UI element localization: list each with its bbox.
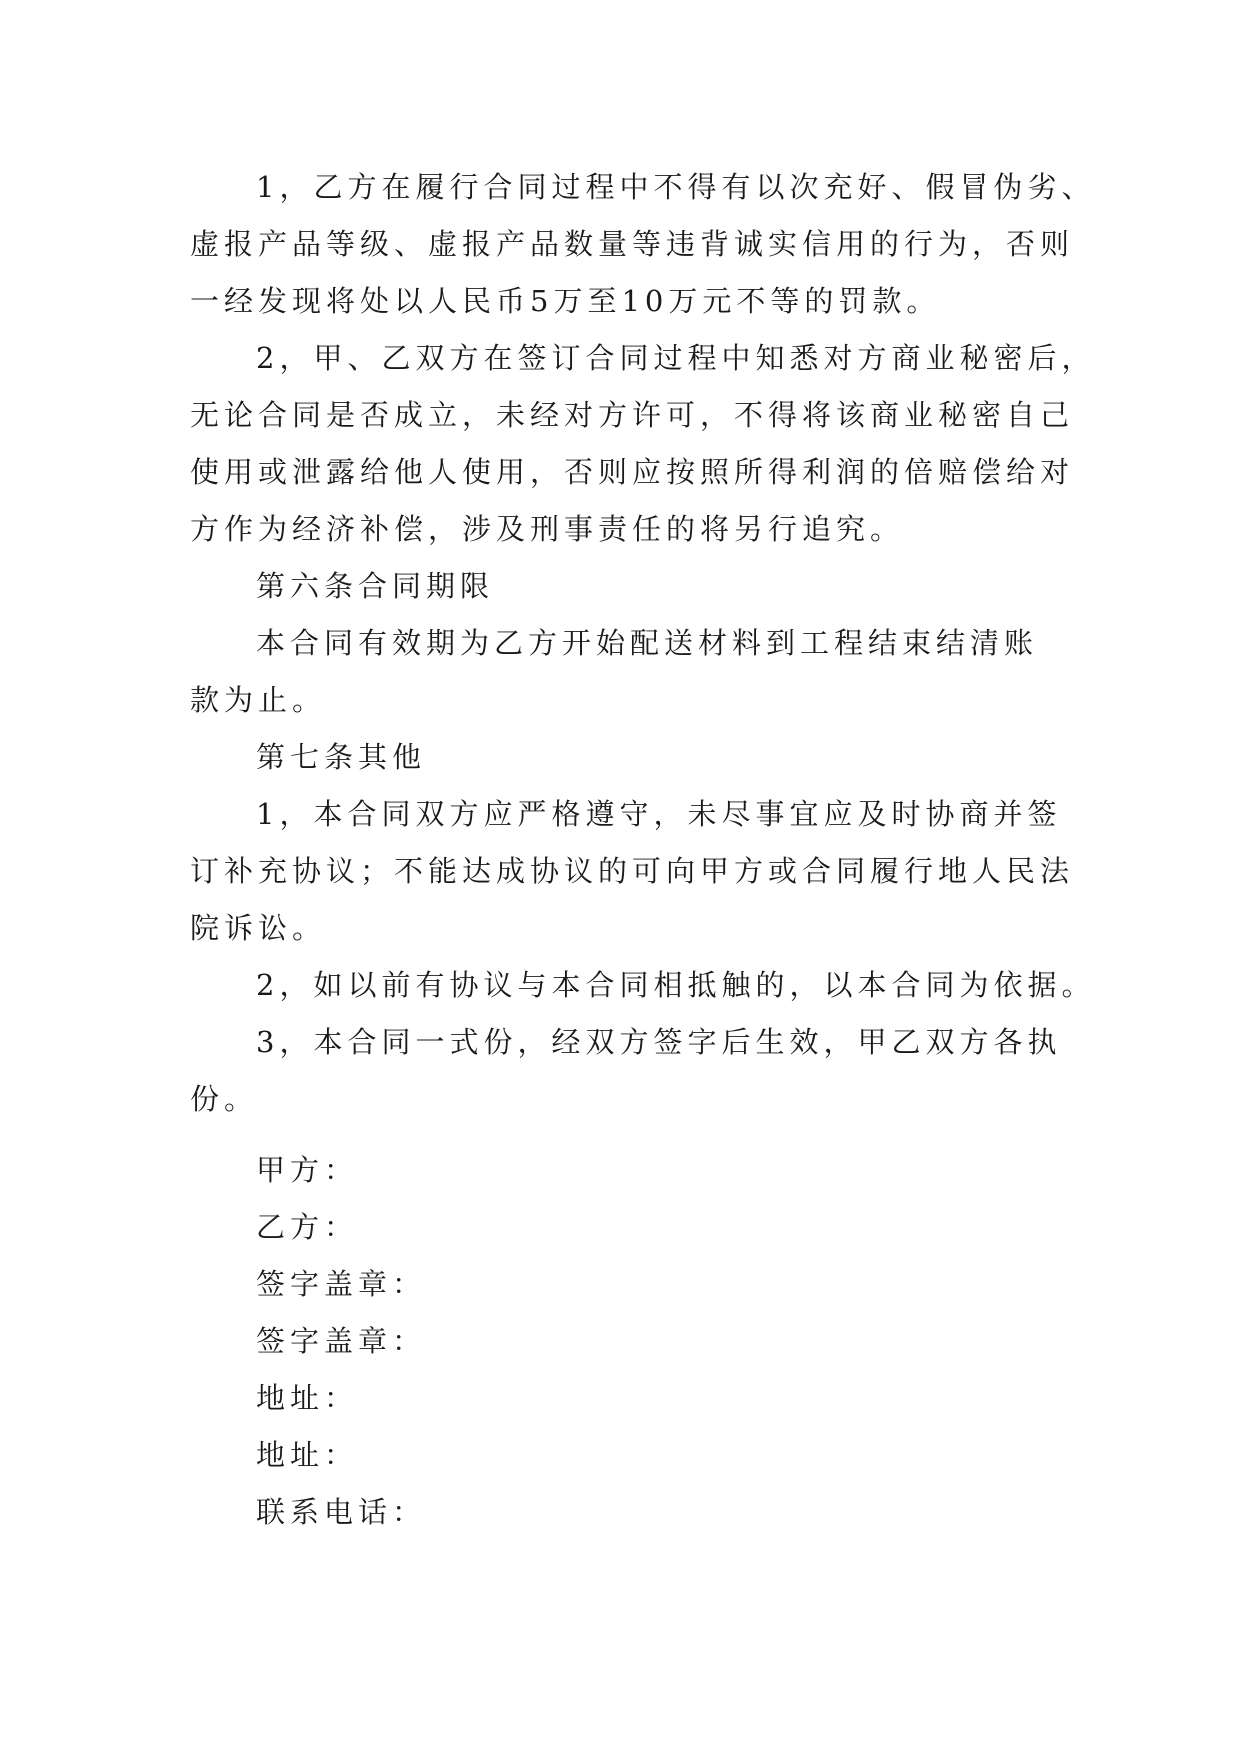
section-heading: 第七条其他 xyxy=(256,740,427,774)
text-line: 虚报产品等级、虚报产品数量等违背诚实信用的行为，否则 xyxy=(190,227,1075,261)
address-label: 地址： xyxy=(256,1438,359,1472)
text-line: 订补充协议；不能达成协议的可向甲方或合同履行地人民法 xyxy=(190,854,1075,888)
text-line: 2，如以前有协议与本合同相抵触的，以本合同为依据。 xyxy=(256,968,1096,1002)
text-line: 2，甲、乙双方在签订合同过程中知悉对方商业秘密后， xyxy=(256,341,1096,375)
text-line: 方作为经济补偿，涉及刑事责任的将另行追究。 xyxy=(190,512,905,546)
signature-label: 签字盖章： xyxy=(256,1267,427,1301)
party-b-label: 乙方： xyxy=(256,1210,359,1244)
party-a-label: 甲方： xyxy=(256,1153,359,1187)
text-line: 一经发现将处以人民币5万至10万元不等的罚款。 xyxy=(190,284,941,318)
text-line: 款为止。 xyxy=(190,683,327,717)
address-label: 地址： xyxy=(256,1381,359,1415)
phone-label: 联系电话： xyxy=(256,1495,427,1529)
section-heading: 第六条合同期限 xyxy=(256,569,495,603)
text-line: 本合同有效期为乙方开始配送材料到工程结束结清账 xyxy=(256,626,1039,660)
text-line: 3，本合同一式份，经双方签字后生效，甲乙双方各执 xyxy=(256,1025,1062,1059)
text-line: 使用或泄露给他人使用，否则应按照所得利润的倍赔偿给对 xyxy=(190,455,1075,489)
text-line: 份。 xyxy=(190,1082,259,1116)
text-line: 1，乙方在履行合同过程中不得有以次充好、假冒伪劣、 xyxy=(256,170,1096,204)
text-line: 1，本合同双方应严格遵守，未尽事宜应及时协商并签 xyxy=(256,797,1062,831)
signature-label: 签字盖章： xyxy=(256,1324,427,1358)
text-line: 院诉讼。 xyxy=(190,911,327,945)
text-line: 无论合同是否成立，未经对方许可，不得将该商业秘密自己 xyxy=(190,398,1075,432)
